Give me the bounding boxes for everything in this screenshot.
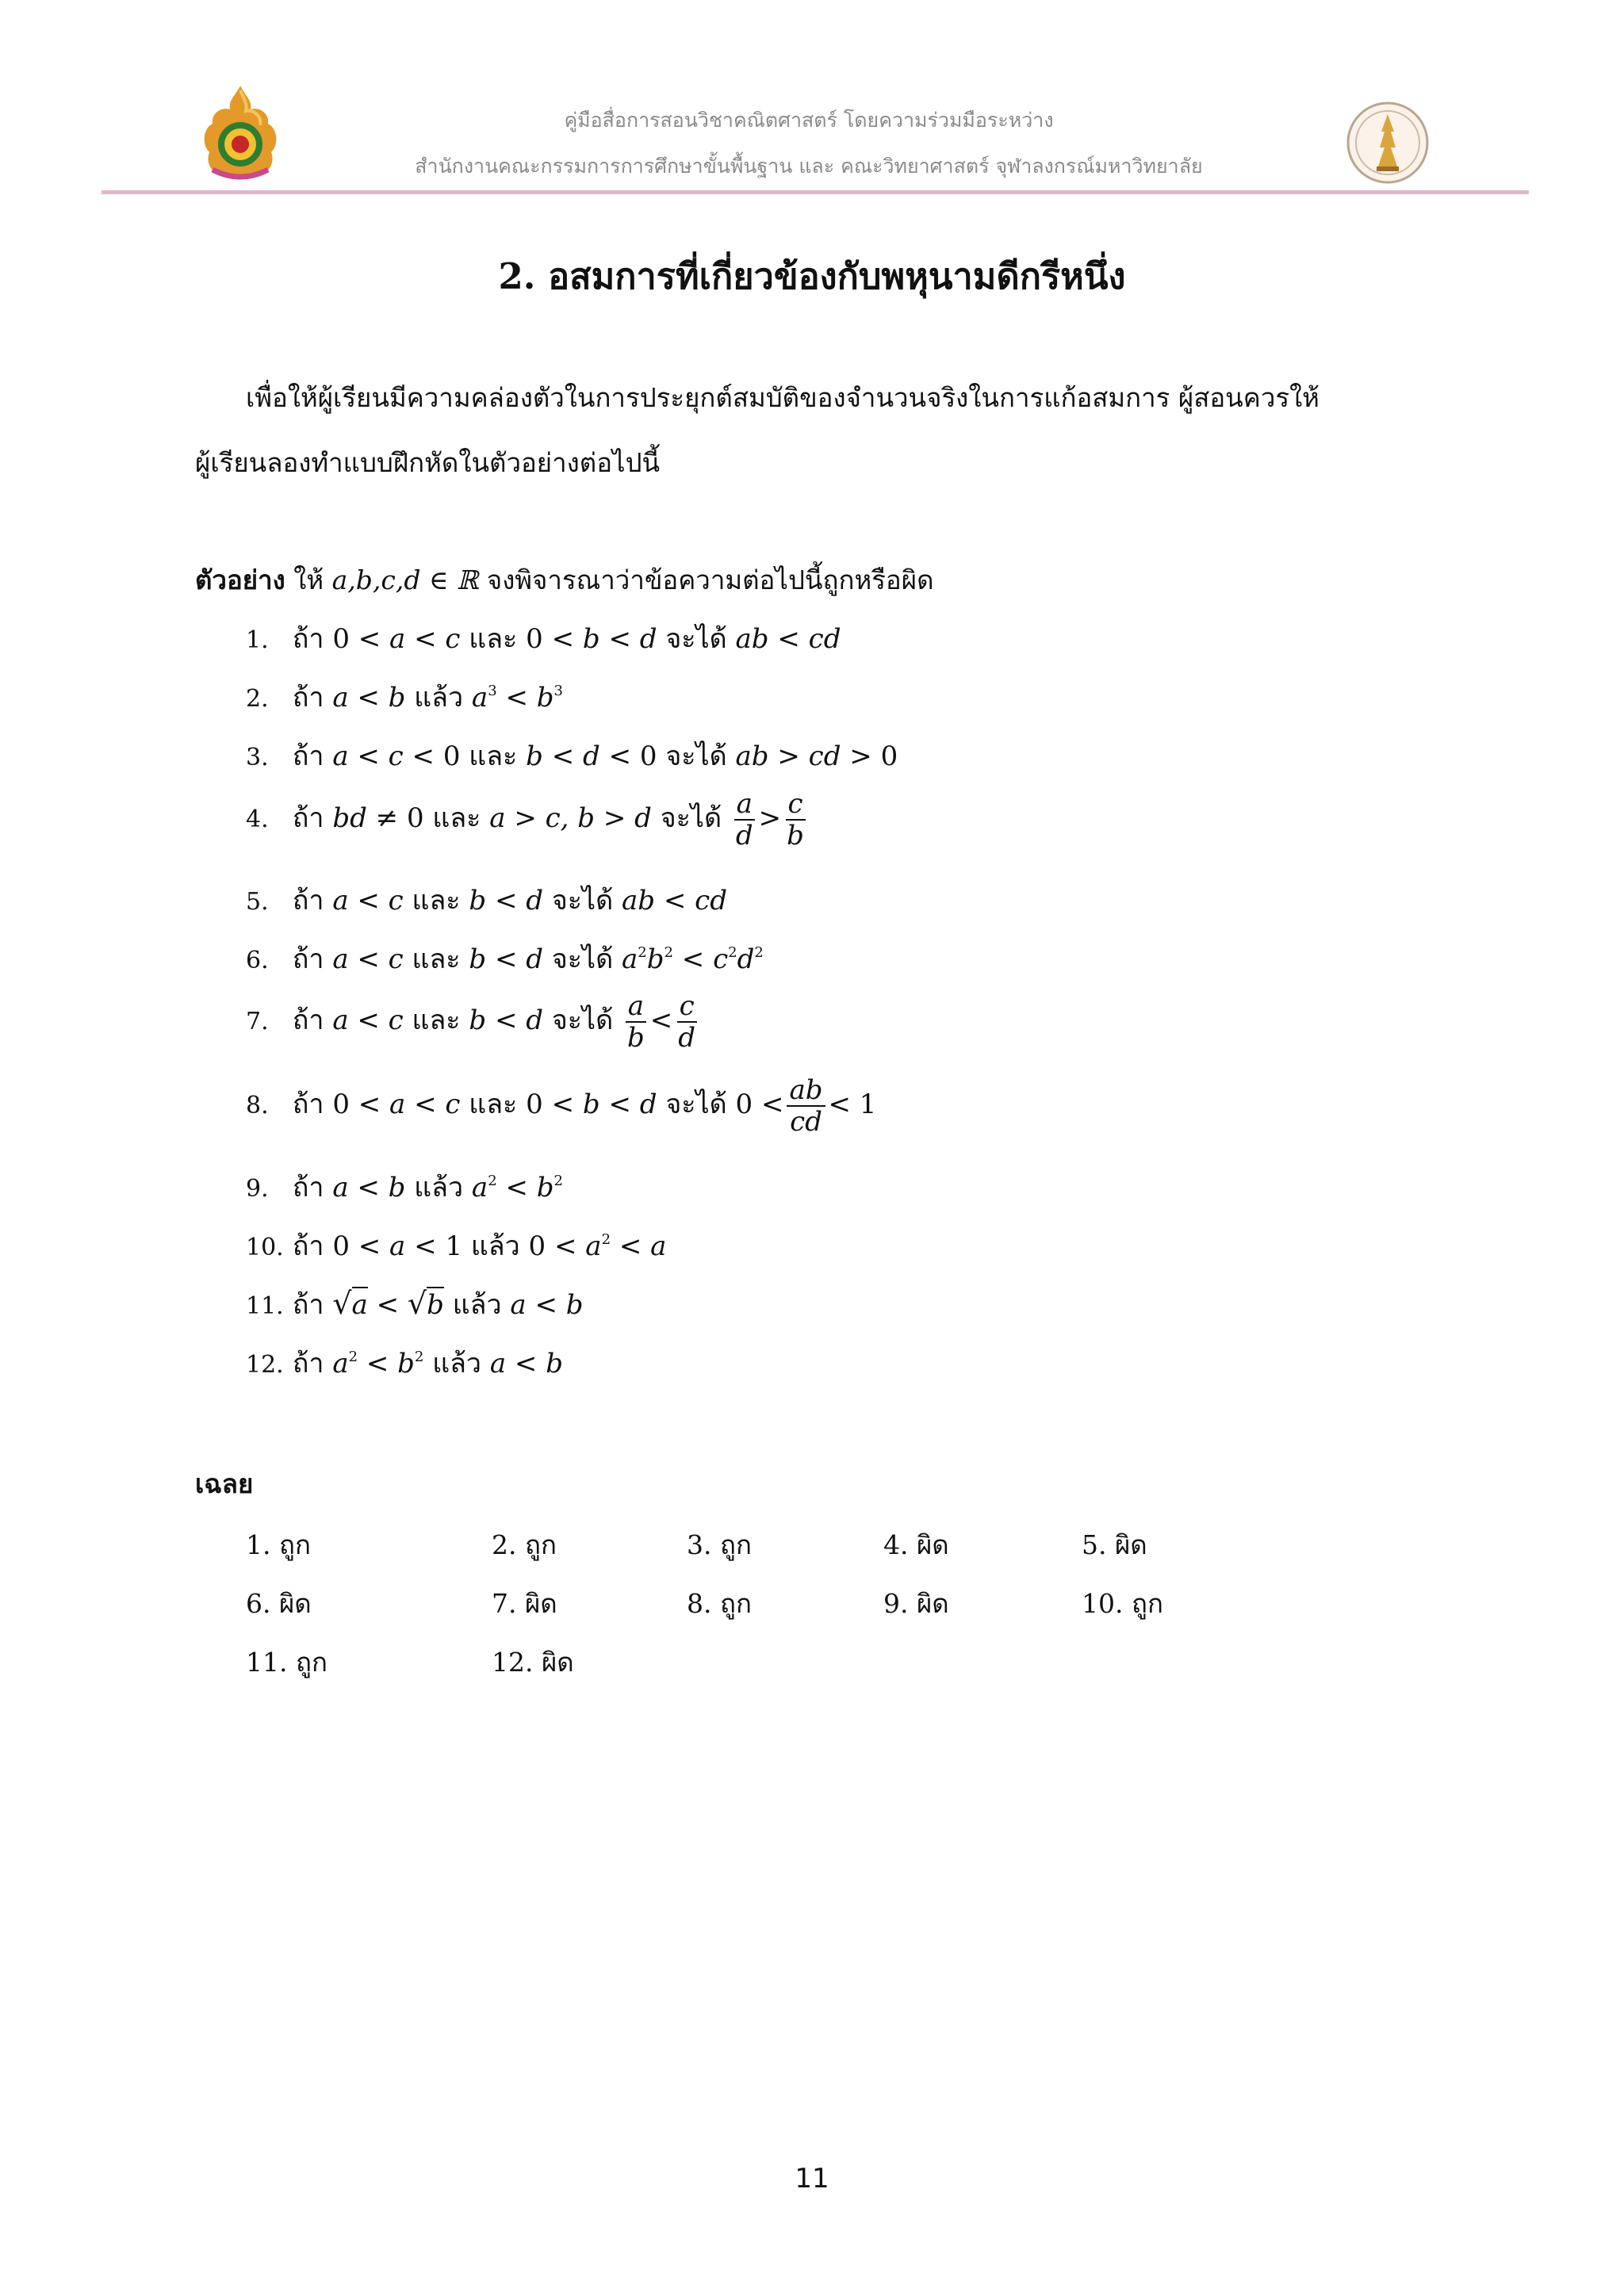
formula: b < d < 0	[526, 740, 657, 772]
answer-item: 5. ผิด	[1082, 1529, 1147, 1560]
statement-8: 8. ถ้า 0 < a < c และ 0 < b < d จะได้ 0 < $\frac{ab}{cd}$ < 1	[246, 1074, 877, 1138]
fraction-formula: 0 < $\frac{ab}{cd}$ < 1	[735, 1074, 877, 1138]
answer-item: 11. ถูก	[246, 1647, 327, 1678]
statement-5: 5. ถ้า a < c และ b < d จะได้ ab < cd	[246, 885, 727, 916]
formula: b < d	[469, 885, 544, 916]
variables: a,b,c,d ∈ ℝ	[331, 564, 479, 595]
formula: $a^2b^2 < c^2d^2$	[622, 943, 764, 975]
formula: a < c < 0	[332, 740, 461, 772]
answer-item: 2. ถูก	[492, 1529, 557, 1560]
formula: a < c	[332, 1004, 404, 1036]
header-line-1: คู่มือสื่อการสอนวิชาคณิตศาสตร์ โดยความร่วมมือระหว่าง	[564, 109, 1054, 132]
formula: bd ≠ 0	[332, 802, 424, 834]
formula: a < c	[332, 885, 404, 916]
intro-line-1: เพื่อให้ผู้เรียนมีความคล่องตัวในการประยุกต์สมบัติของจำนวนจริงในการแก้อสมการ ผู้สอนควรให้	[246, 382, 1320, 413]
formula: $a^3 < b^3$	[471, 682, 563, 714]
answer-item: 8. ถูก	[687, 1588, 752, 1619]
answer-item: 12. ผิด	[492, 1647, 574, 1678]
page-number: 11	[795, 2163, 829, 2195]
example-label: ตัวอย่าง	[195, 564, 285, 595]
formula: b < d	[469, 943, 544, 975]
answer-item: 1. ถูก	[246, 1529, 311, 1560]
chula-science-logo	[1342, 100, 1434, 186]
formula: 0 < b < d	[526, 623, 657, 655]
formula: $a^2 < b^2$	[332, 1348, 424, 1380]
statement-11: 11. ถ้า √a < √b แล้ว a < b	[246, 1286, 584, 1321]
formula: $0 < a^2 < a$	[528, 1230, 667, 1262]
statement-9: 9. ถ้า a < b แล้ว $a^2 < b^2$	[246, 1172, 563, 1203]
answer-heading: เฉลย	[195, 1468, 254, 1499]
answer-item: 7. ผิด	[492, 1588, 557, 1619]
formula: ab < cd	[735, 623, 841, 655]
answer-item: 4. ผิด	[883, 1529, 949, 1560]
formula: a < b	[332, 1172, 406, 1203]
formula: a > c, b > d	[489, 802, 652, 834]
formula: a < b	[489, 1348, 563, 1380]
answer-item: 6. ผิด	[246, 1588, 312, 1619]
formula: 0 < b < d	[526, 1089, 657, 1120]
statement-4: 4. ถ้า bd ≠ 0 และ a > c, b > d จะได้ $\frac{a}{d}$ > $\frac{c}{b}$	[246, 789, 810, 851]
fraction-formula: $\frac{a}{d}$ > $\frac{c}{b}$	[730, 802, 810, 834]
formula: ab < cd	[622, 885, 727, 916]
statement-12: 12. ถ้า $a^2 < b^2$ แล้ว a < b	[246, 1348, 563, 1380]
obec-logo	[197, 82, 284, 186]
header-divider	[102, 190, 1529, 194]
answer-item: 9. ผิด	[883, 1588, 949, 1619]
statement-1: 1. ถ้า 0 < a < c และ 0 < b < d จะได้ ab < cd	[246, 623, 841, 655]
given-word: ให้	[293, 564, 324, 595]
formula: √a < √b	[332, 1286, 444, 1321]
formula: ab > cd > 0	[735, 740, 898, 772]
formula: 0 < a < c	[332, 1089, 461, 1120]
formula: a < b	[510, 1289, 584, 1321]
statement-6: 6. ถ้า a < c และ b < d จะได้ $a^2b^2 < c^2d^2$	[246, 943, 764, 975]
answer-item: 10. ถูก	[1082, 1588, 1163, 1619]
formula: a < c	[332, 943, 404, 975]
statement-7: 7. ถ้า a < c และ b < d จะได้ $\frac{a}{b}$ < $\frac{c}{d}$	[246, 991, 701, 1053]
example-heading	[195, 559, 934, 601]
fraction-formula: $\frac{a}{b}$ < $\frac{c}{d}$	[622, 1004, 701, 1036]
header-line-2: สำนักงานคณะกรรมการการศึกษาขั้นพื้นฐาน และ คณะวิทยาศาสตร์ จุฬาลงกรณ์มหาวิทยาลัย	[415, 155, 1203, 178]
statement-2: 2. ถ้า a < b แล้ว $a^3 < b^3$	[246, 682, 563, 714]
section-title: 2. อสมการที่เกี่ยวข้องกับพหุนามดีกรีหนึ่ง	[498, 255, 1126, 297]
formula: $a^2 < b^2$	[471, 1172, 563, 1203]
statement-10: 10. ถ้า 0 < a < 1 แล้ว $0 < a^2 < a$	[246, 1230, 667, 1262]
formula: a < b	[332, 682, 406, 714]
intro-line-2: ผู้เรียนลองทำแบบฝึกหัดในตัวอย่างต่อไปนี้	[195, 447, 661, 478]
example-instruction: จงพิจารณาว่าข้อความต่อไปนี้ถูกหรือผิด	[486, 564, 934, 595]
statement-3: 3. ถ้า a < c < 0 และ b < d < 0 จะได้ ab > cd > 0	[246, 740, 898, 772]
answer-item: 3. ถูก	[687, 1529, 752, 1560]
formula: b < d	[469, 1004, 544, 1036]
formula: 0 < a < c	[332, 623, 461, 655]
formula: 0 < a < 1	[332, 1230, 463, 1262]
